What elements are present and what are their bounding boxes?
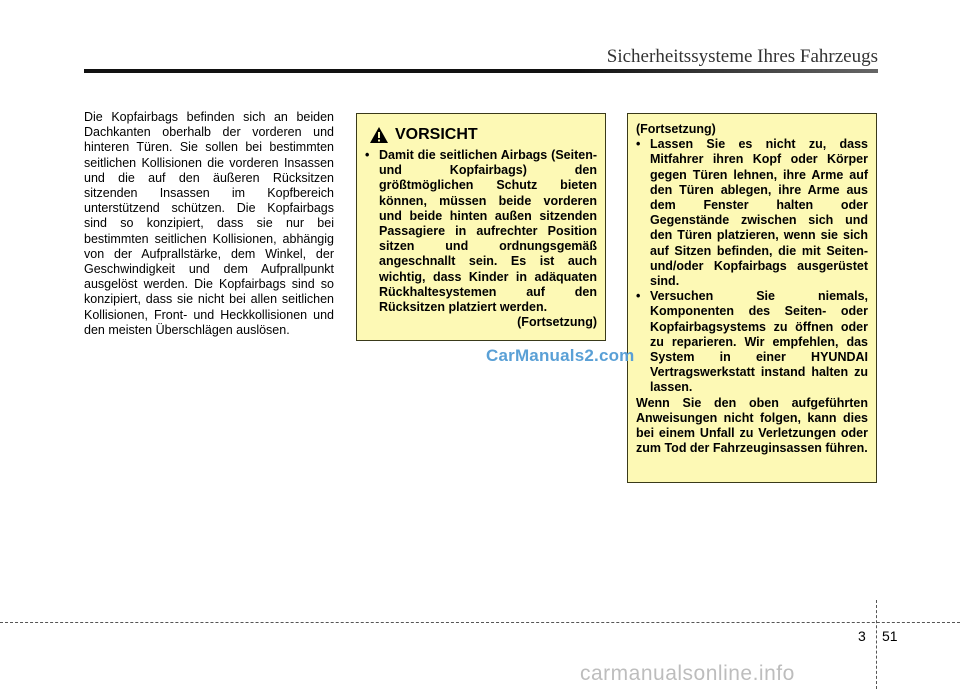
warning-bullet-text: Damit die seitlichen Airbags (Seiten- und Kopfairbags) den größtmöglichen Schutz bieten können, müssen beide vorderen und beide hinten außen sitzenden Passagiere in aufrechter Position sitzen und ordnungsgemäß angeschnallt sein. Es ist auch wichtig, dass Kinder in adäquaten Rückhaltesystemen auf den Rücksitzen platziert werden. xyxy=(379,148,597,315)
continuation-bullet-2 xyxy=(636,289,868,395)
warning-continued: (Fortsetzung) xyxy=(517,315,597,330)
warning-bullet xyxy=(365,148,597,315)
page-number: 51 xyxy=(882,628,898,644)
warning-title: VORSICHT xyxy=(395,126,478,144)
page-number-divider xyxy=(876,600,877,689)
header-rule xyxy=(84,69,878,73)
bullet-icon: • xyxy=(636,137,641,152)
bullet-icon: • xyxy=(365,148,370,162)
continuation-closing: Wenn Sie den oben aufgeführten Anweisungen nicht folgen, kann dies bei einem Unfall zu Verletzungen oder zum Tod der Fahrzeuginsassen führen. xyxy=(636,395,868,456)
continuation-bullet-1 xyxy=(636,137,868,289)
bullet-icon: • xyxy=(636,289,641,304)
continuation-bullet-text: Versuchen Sie niemals, Komponenten des Seiten- oder Kopfairbagsystems zu öffnen oder zu reparieren. Wir empfehlen, das System in einer HYUNDAI Vertragswerkstatt instand halten zu lassen. xyxy=(650,289,868,395)
site-watermark: carmanualsonline.info xyxy=(580,662,795,685)
warning-triangle-icon xyxy=(369,126,389,144)
warning-header xyxy=(369,126,597,144)
continuation-box xyxy=(627,113,877,483)
chapter-number: 3 xyxy=(858,628,866,644)
footer-divider xyxy=(0,622,960,623)
continuation-heading: (Fortsetzung) xyxy=(636,122,716,136)
column-1-text: Die Kopfairbags befinden sich an beiden Dachkanten oberhalb der vorderen und hinteren Türen. Sie sollen bei bestimmten seitlichen Kollisionen die vorderen Insassen und die auf den äußeren Rücksitzen sitzenden Insassen im Kopfbereich unterstützend schützen. Die Kopfairbags sind so konzipiert, dass sie nur bei bestimmten seitlichen Kollisionen, abhängig von der Aufprallstärke, dem Winkel, der Geschwindigkeit und dem Aufprallpunkt ausgelöst werden. Die Kopfairbags sind so konzipiert, dass sie nicht bei allen seitlichen Kollisionen, Front- und Heckkollisionen und den meisten Überschlägen auslösen. xyxy=(84,110,334,337)
warning-box xyxy=(356,113,606,341)
page-header-title: Sicherheitssysteme Ihres Fahrzeugs xyxy=(606,46,878,67)
continuation-bullet-text: Lassen Sie es nicht zu, dass Mitfahrer ihren Kopf oder Körper gegen Türen lehnen, ihre Arme auf den Türen ablegen, ihre Arme aus dem Fenster halten oder Gegenstände zwischen sich und den Türen platzieren, wenn sie sich auf Sitzen befinden, die mit Seiten- und/oder Kopfairbags ausgerüstet sind. xyxy=(650,137,868,289)
watermark-link[interactable]: CarManuals2.com xyxy=(486,346,635,365)
